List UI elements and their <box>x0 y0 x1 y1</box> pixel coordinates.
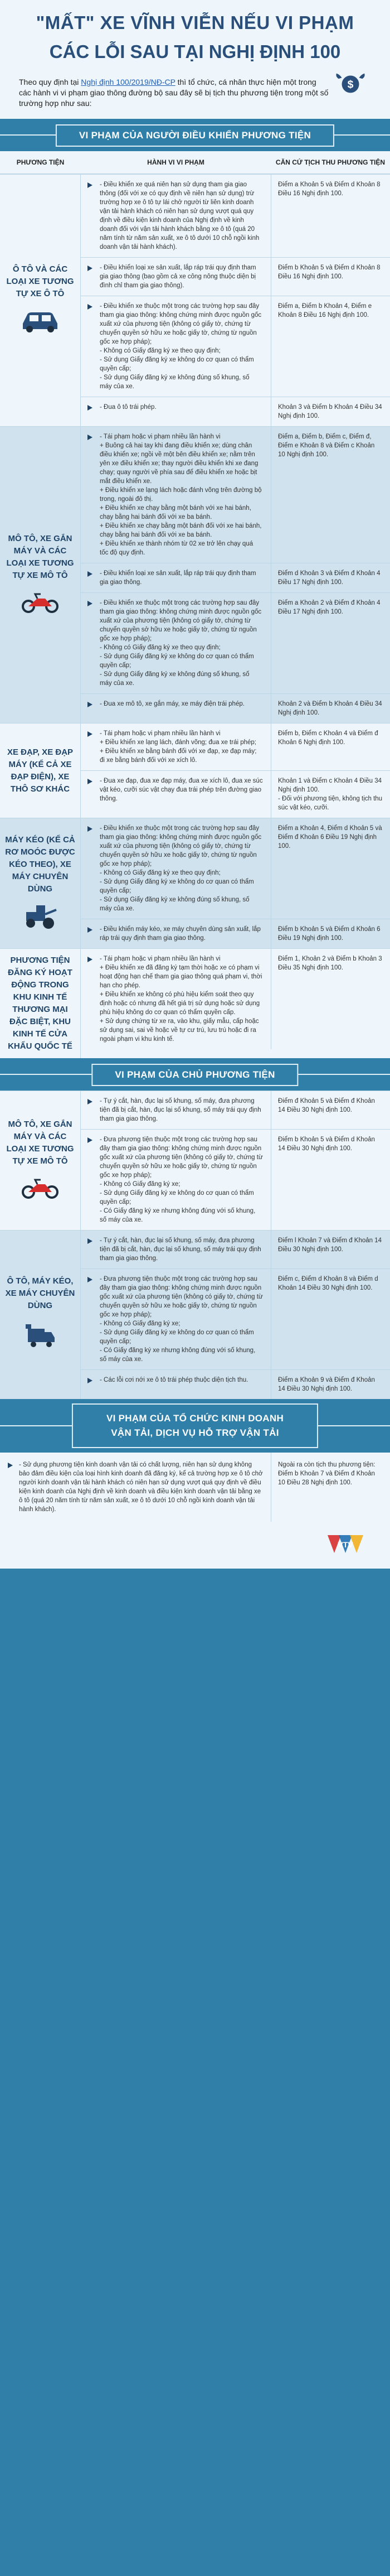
table-row <box>81 296 390 397</box>
vehicle-group <box>0 818 390 948</box>
violation-text: - Đua ô tô trái phép. <box>100 404 157 411</box>
table-row <box>81 723 390 770</box>
violation-text: - Điều khiển loại xe sản xuất, lắp ráp trái quy định tham gia giao thông. <box>100 570 256 586</box>
violation-text: - Đua xe mô tô, xe gắn máy, xe máy điện trái phép. <box>100 701 245 707</box>
vehicle-group <box>0 426 390 723</box>
arrow-right-icon <box>87 601 92 606</box>
arrow-right-icon <box>87 405 92 411</box>
table-row <box>81 175 390 257</box>
table-row <box>81 427 390 563</box>
table-row <box>81 563 390 592</box>
table-row <box>81 1129 390 1230</box>
legal-basis-cell <box>271 919 390 948</box>
arrow-right-icon <box>87 1099 92 1104</box>
violation-rows <box>80 175 390 426</box>
legal-basis-text: Điểm b Khoản 5 và Điểm d Khoản 8 Điều 16 Nghị định 100. <box>278 264 381 280</box>
violation-text: - Điều khiển xe quá niên hạn sử dụng tham gia giao thông (đối với xe có quy định về niên hạn sử dụng) trừ trường hợp xe ô tô tự lái chở người từ liên kinh doanh vận tải hành khách có niên hạn sử dụng vượt quá quy định về điều kiện kinh doanh của Nghị định về kinh doanh đối với vận tải hành khách bằng xe ô tô (quá 20 năm tính từ năm sản xuất, xe ô tô dưới 10 chỗ ngồi kinh doanh vận tải hành khách). <box>100 181 260 250</box>
violation-text: - Điều khiển xe thuộc một trong các trường hợp sau đây tham gia giao thông: không chứng minh được nguồn gốc xuất xứ của phương tiện (không có giấy tờ, chứng từ chuyển quyền sở hữu xe hoặc giấy tờ, chứng từ nguồn gốc xe hợp pháp); - Không có Giấy đăng ký xe theo quy định; - Sử dụng Giấy đăng ký xe không do cơ quan có thẩm quyền cấp; - Sử dụng Giấy đăng ký xe không đúng số khung, số máy của xe. <box>100 825 262 912</box>
intro-text-start: Theo quy định tại <box>19 78 81 86</box>
legal-basis-text: Điểm a, Điểm b, Điểm c, Điểm đ, Điểm e Khoản 8 và Điểm c Khoản 10 Nghị định 100. <box>278 433 375 458</box>
legal-basis-text: Điểm a Khoản 5 và Điểm d Khoản 8 Điều 16 Nghị định 100. <box>278 181 381 197</box>
arrow-right-icon <box>87 182 92 188</box>
legal-basis-cell <box>271 427 390 563</box>
title-line-1: "MẤT" XE VĨNH VIỄN NẾU VI PHẠM <box>36 12 354 33</box>
legal-basis-text: Điểm b Khoản 5 và Điểm d Khoản 6 Điều 19 Nghị định 100. <box>278 926 381 942</box>
violation-cell <box>81 427 271 563</box>
vehicle-type-label: MÁY KÉO (KỂ CẢ RƠ MOÓC ĐƯỢC KÉO THEO), XE MÁY CHUYÊN DÙNG <box>5 835 75 894</box>
table-row <box>81 592 390 693</box>
vehicle-group <box>0 1091 390 1230</box>
violation-cell <box>0 1453 271 1522</box>
table-row <box>81 770 390 818</box>
violation-text: - Tái phạm hoặc vi phạm nhiều lần hành vi + Buông cả hai tay khi đang điều khiển xe; dùng chân điều khiển xe; ngồi về một bên điều khiển xe; nằm trên yên xe điều khiển xe; thay người điều khiển khi xe đang chạy; quay người về phía sau để điều khiển xe hoặc bịt mắt điều khiển xe. + Điều khiển xe lạng lách hoặc đánh võng trên đường bộ trong, ngoài đô thị. + Điều khiển xe chạy bằng một bánh với xe hai bánh, chạy bằng hai bánh đối với xe ba bánh. + Điều khiển xe chạy bằng một bánh đối với xe hai bánh, chạy bằng hai bánh đối với xe ba bánh. + Điều khiển xe thành nhóm từ 02 xe trở lên chạy quá tốc độ quy định. <box>100 433 262 556</box>
legal-basis-cell <box>271 1370 390 1399</box>
vehicle-group <box>0 174 390 426</box>
legal-basis-cell <box>271 397 390 426</box>
vehicle-type-label: Ô TÔ VÀ CÁC LOẠI XE TƯƠNG TỰ XE Ô TÔ <box>6 264 74 298</box>
vehicle-cell <box>0 1091 80 1230</box>
vehicle-type-label: Ô TÔ, MÁY KÉO, XE MÁY CHUYÊN DÙNG <box>5 1276 75 1310</box>
violation-rows <box>80 1091 390 1230</box>
legal-basis-text: Điểm 1, Khoản 2 và Điểm b Khoản 3 Điều 35 Nghị định 100. <box>278 956 382 971</box>
table-row <box>81 1091 390 1129</box>
legal-basis-text: Điểm a Khoản 4, Điểm d Khoản 5 và Điểm đ Khoản 6 Điều 19 Nghị định 100. <box>278 825 382 850</box>
table-row <box>81 257 390 296</box>
legal-basis-cell <box>271 258 390 296</box>
vehicle-cell <box>0 818 80 948</box>
legal-basis-text: Ngoài ra còn tịch thu phương tiện: Điểm b Khoản 7 và Điểm đ Khoản 10 Điều 28 Nghị định 100. <box>278 1461 376 1486</box>
violation-cell <box>81 1370 271 1399</box>
violation-cell <box>81 949 271 1049</box>
column-header-basis: CĂN CỨ TỊCH THU PHƯƠNG TIỆN <box>275 158 386 166</box>
violation-text: - Điều khiển máy kéo, xe máy chuyên dùng sản xuất, lắp ráp trái quy định tham gia giao thông. <box>100 926 261 942</box>
arrow-right-icon <box>87 304 92 310</box>
title-line-2: CÁC LỖI SAU TẠI NGHỊ ĐỊNH 100 <box>49 41 341 62</box>
section-owner-bar <box>0 1062 390 1087</box>
legal-basis-cell <box>271 723 390 770</box>
table-row <box>81 1268 390 1369</box>
violation-cell <box>81 1130 271 1230</box>
arrow-right-icon <box>87 731 92 737</box>
legal-basis-text: Khoản 2 và Điểm b Khoản 4 Điều 34 Nghị định 100. <box>278 701 382 716</box>
section-driver-bar <box>0 122 390 148</box>
legal-basis-cell <box>271 175 390 257</box>
violation-text: - Điều khiển xe thuộc một trong các trường hợp sau đây tham gia giao thông: không chứng minh được nguồn gốc xuất xứ của phương tiện (không có giấy tờ, chứng từ chuyển quyền sở hữu xe hoặc giấy tờ, chứng từ nguồn gốc xe hợp pháp); - Không có Giấy đăng ký xe theo quy định; - Sử dụng Giấy đăng ký xe không do cơ quan có thẩm quyền cấp; - Sử dụng Giấy đăng ký xe không đúng số khung, số máy của xe. <box>100 600 262 687</box>
section-title-org <box>72 1403 318 1448</box>
legal-basis-cell <box>271 818 390 919</box>
vtv-logo <box>323 1532 368 1556</box>
owner-table <box>0 1091 390 1399</box>
legal-basis-cell <box>271 563 390 592</box>
footer <box>0 1522 390 1569</box>
legal-basis-cell <box>271 949 390 1049</box>
svg-text:$: $ <box>347 79 354 91</box>
vehicle-cell <box>0 1231 80 1399</box>
legal-basis-text: Điểm b, Điểm c Khoản 4 và Điểm đ Khoản 6 Nghị định 100. <box>278 730 378 746</box>
header <box>0 0 390 119</box>
table-row <box>81 818 390 919</box>
section-title-org-line-1: VI PHẠM CỦA TỔ CHỨC KINH DOANH <box>106 1413 284 1424</box>
violation-cell <box>81 771 271 818</box>
table-row <box>0 1453 390 1522</box>
vehicle-group <box>0 723 390 818</box>
table-row <box>81 1369 390 1399</box>
legal-basis-cell <box>271 593 390 693</box>
vehicle-cell <box>0 723 80 818</box>
violation-text: - Tự ý cắt, hàn, đục lại số khung, số máy, đưa phương tiện đã bị cắt, hàn, đục lại số khung, số máy trái quy định tham gia giao thông. <box>100 1237 261 1262</box>
violation-rows <box>80 427 390 723</box>
legal-basis-text: Điểm b Khoản 5 và Điểm d Khoản 14 Điều 30 Nghị định 100. <box>278 1136 375 1152</box>
violation-cell <box>81 1091 271 1129</box>
legal-basis-cell <box>271 694 390 723</box>
svg-text:VTV: VTV <box>338 1540 353 1549</box>
truck-icon <box>23 1319 57 1355</box>
violation-cell <box>81 175 271 257</box>
arrow-right-icon <box>87 435 92 440</box>
driver-table <box>0 151 390 1058</box>
violation-cell <box>81 1269 271 1369</box>
arrow-right-icon <box>87 571 92 577</box>
violation-text: - Đưa phương tiện thuộc một trong các trường hợp sau đây tham gia giao thông: không chứng minh được nguồn gốc xuất xứ của phương tiện (không có giấy tờ, chứng từ chuyển quyền sở hữu xe hoặc giấy tờ, chứng từ nguồn gốc xe hợp pháp); - Không có Giấy đăng ký xe; - Sử dụng Giấy đăng ký xe không do cơ quan có thẩm quyền cấp; - Có Giấy đăng ký xe nhưng không đúng với số khung, số máy của xe. <box>100 1136 263 1223</box>
violation-rows <box>80 723 390 818</box>
table-header <box>0 151 390 174</box>
violation-cell <box>81 1231 271 1268</box>
owner-groups <box>0 1091 390 1399</box>
violation-cell <box>81 397 271 426</box>
section-title-owner: VI PHẠM CỦA CHỦ PHƯƠNG TIỆN <box>91 1064 298 1086</box>
section-title-driver: VI PHẠM CỦA NGƯỜI ĐIỀU KHIỂN PHƯƠNG TIỆN <box>56 124 334 147</box>
column-header-violation: HÀNH VI VI PHẠM <box>147 158 204 166</box>
legal-basis-text: Điểm c, Điểm d Khoản 8 và Điểm d Khoản 14 Điều 30 Nghị định 100. <box>278 1276 378 1291</box>
violation-text: - Tái phạm hoặc vi phạm nhiều lần hành vi + Điều khiển xe lạng lách, đánh võng; đua xe trái phép; + Điều khiển xe bằng bánh đối với xe đạp, xe đạp máy; đi xe bằng bánh đối với xe xích lô. <box>100 730 257 764</box>
driver-groups <box>0 174 390 1058</box>
violation-rows <box>80 818 390 948</box>
arrow-right-icon <box>87 266 92 271</box>
violation-cell <box>81 723 271 770</box>
vehicle-cell <box>0 175 80 426</box>
table-row <box>81 1231 390 1268</box>
vehicle-type-label: MÔ TÔ, XE GẮN MÁY VÀ CÁC LOẠI XE TƯƠNG TỰ XE MÔ TÔ <box>6 1120 74 1166</box>
law-link[interactable]: Nghị định 100/2019/NĐ-CP <box>81 78 176 86</box>
vehicle-cell <box>0 949 80 1058</box>
table-row <box>81 949 390 1049</box>
legal-basis-cell <box>271 1231 390 1268</box>
arrow-right-icon <box>87 1378 92 1383</box>
section-org-bar <box>0 1402 390 1449</box>
violation-text: - Tự ý cắt, hàn, đục lại số khung, số máy, đưa phương tiện đã bị cắt, hàn, đục lại số khung, số máy trái quy định tham gia giao thông. <box>100 1098 261 1122</box>
violation-rows <box>80 1231 390 1399</box>
column-header-vehicle: PHƯƠNG TIỆN <box>16 158 65 166</box>
legal-basis-cell <box>271 1453 390 1522</box>
violation-text: - Các lỗi cơi nới xe ô tô trái phép thuộc diện tịch thu. <box>100 1377 248 1383</box>
vehicle-type-label: PHƯƠNG TIỆN ĐĂNG KÝ HOẠT ĐỘNG TRONG KHU KINH TẾ THƯƠNG MẠI ĐẶC BIỆT, KHU KINH TẾ CỬA KHẨU QUỐC TẾ <box>8 956 72 1051</box>
legal-basis-cell <box>271 1130 390 1230</box>
arrow-right-icon <box>87 1238 92 1244</box>
intro-text-end: thì tổ chức, cá nhân thực hiện một trong các hành vi vi phạm giao thông đường bộ sau đây sẽ bị tịch thu phương tiện trong một số trường hợp như sau: <box>19 78 329 108</box>
arrow-right-icon <box>87 927 92 933</box>
legal-basis-text: Điểm d Khoản 3 và Điểm đ Khoản 4 Điều 17 Nghị định 100. <box>278 570 381 586</box>
violation-cell <box>81 818 271 919</box>
violation-cell <box>81 296 271 397</box>
legal-basis-cell <box>271 296 390 397</box>
motorbike-icon <box>21 588 60 617</box>
legal-basis-cell <box>271 771 390 818</box>
arrow-right-icon <box>8 1463 13 1468</box>
legal-basis-text: Điểm a Khoản 2 và Điểm đ Khoản 4 Điều 17 Nghị định 100. <box>278 600 381 615</box>
vehicle-group <box>0 948 390 1058</box>
arrow-right-icon <box>87 957 92 962</box>
violation-text: - Tái phạm hoặc vi phạm nhiều lần hành vi + Điều khiển xe đã đăng ký tạm thời hoặc xe có phạm vi hoạt động hạn chế tham gia giao thông quá phạm vi, thời hạn cho phép. + Điều khiển xe không có phù hiệu kiểm soát theo quy định hoặc có nhưng đã hết giá trị sử dụng hoặc sử dụng phù hiệu không do cơ quan có thẩm quyền cấp. + Sử dụng chứng từ xe ra, vào khu, giấy mẫu, cấp hoặc sử dụng sai, sai về hoặc về tự cư trú, lưu trú hoặc đi ra ngoài phạm vi khu kinh tế. <box>100 956 262 1043</box>
violation-cell <box>81 694 271 723</box>
car-icon <box>20 307 61 337</box>
legal-basis-cell <box>271 1091 390 1129</box>
motorbike-icon <box>21 1174 60 1203</box>
legal-basis-text: Điểm l Khoản 7 và Điểm đ Khoản 14 Điều 30 Nghị định 100. <box>278 1237 382 1253</box>
table-row <box>81 693 390 723</box>
org-rows <box>0 1453 390 1522</box>
legal-basis-text: Khoản 3 và Điểm b Khoản 4 Điều 34 Nghị định 100. <box>278 404 382 419</box>
table-row <box>81 919 390 948</box>
table-row <box>81 397 390 426</box>
violation-cell <box>81 258 271 296</box>
violation-text: - Đưa phương tiện thuộc một trong các trường hợp sau đây tham gia giao thông: không chứng minh được nguồn gốc xuất xứ của phương tiện (không có giấy tờ, chứng từ chuyển quyền sở hữu xe hoặc giấy tờ, chứng từ nguồn gốc xe hợp pháp); - Không có Giấy đăng ký xe; - Sử dụng Giấy đăng ký xe không do cơ quan có thẩm quyền cấp; - Có Giấy đăng ký xe nhưng không đúng với số khung, số máy của xe. <box>100 1276 263 1363</box>
violation-text: - Điều khiển loại xe sản xuất, lắp ráp trái quy định tham gia giao thông (bao gồm cả xe công nông thuộc diện bị đình chỉ tham gia giao thông). <box>100 264 256 289</box>
vehicle-type-label: MÔ TÔ, XE GẮN MÁY VÀ CÁC LOẠI XE TƯƠNG TỰ XE MÔ TÔ <box>6 534 74 580</box>
violation-text: - Đua xe đạp, đua xe đạp máy, đua xe xích lô, đua xe súc vật kéo, cưỡi súc vật chạy đua trái phép trên đường giao thông. <box>100 778 263 802</box>
section-title-org-line-2: VẬN TẢI, DỊCH VỤ HỖ TRỢ VẬN TẢI <box>111 1427 279 1438</box>
violation-cell <box>81 563 271 592</box>
violation-text: - Sử dụng phương tiện kinh doanh vận tải có chất lượng, niên hạn sử dụng không bảo đảm điều kiện của loại hình kinh doanh đã đăng ký, kể cả trường hợp xe ô tô chở người kinh doanh vận tải hành khách có niên hạn sử dụng vượt quá quy định về điều kiện kinh doanh của Nghị định về kinh doanh và điều kiện kinh doanh vận tải bằng xe ô tô (quá 20 năm tính từ năm sản xuất, xe ô tô dưới 10 chỗ ngồi kinh doanh vận tải hành khách). <box>19 1461 263 1513</box>
arrow-right-icon <box>87 1277 92 1282</box>
vehicle-cell <box>0 427 80 723</box>
arrow-right-icon <box>87 779 92 784</box>
legal-basis-text: Điểm a Khoản 9 và Điểm đ Khoản 14 Điều 30 Nghị định 100. <box>278 1377 375 1392</box>
legal-basis-text: Điểm a, Điểm b Khoản 4, Điểm e Khoản 8 Điều 16 Nghị định 100. <box>278 303 372 319</box>
violation-text: - Điều khiển xe thuộc một trong các trường hợp sau đây tham gia giao thông: không chứng minh được nguồn gốc xuất xứ của phương tiện (không có giấy tờ, chứng từ chuyển quyền sở hữu xe hoặc giấy tờ, chứng từ nguồn gốc xe hợp pháp); - Không có Giấy đăng ký xe theo quy định; - Sử dụng Giấy đăng ký xe không do cơ quan có thẩm quyền cấp; - Sử dụng Giấy đăng ký xe không đúng số khung, số máy của xe. <box>100 303 262 390</box>
violation-cell <box>81 919 271 948</box>
arrow-right-icon <box>87 1137 92 1143</box>
legal-basis-text: Điểm đ Khoản 5 và Điểm đ Khoản 14 Điều 30 Nghị định 100. <box>278 1098 375 1113</box>
tractor-icon <box>21 902 60 933</box>
legal-basis-text: Khoản 1 và Điểm c Khoản 4 Điều 34 Nghị định 100. - Đối với phương tiện, không tịch thu súc vật kéo, cưỡi. <box>278 778 383 811</box>
legal-basis-cell <box>271 1269 390 1369</box>
violation-cell <box>81 593 271 693</box>
arrow-right-icon <box>87 702 92 707</box>
arrow-right-icon <box>87 826 92 832</box>
violation-rows <box>80 949 390 1058</box>
intro-paragraph <box>0 77 390 119</box>
vehicle-group <box>0 1230 390 1399</box>
vehicle-type-label: XE ĐẠP, XE ĐẠP MÁY (KỂ CẢ XE ĐẠP ĐIỆN), XE THÔ SƠ KHÁC <box>7 747 74 794</box>
